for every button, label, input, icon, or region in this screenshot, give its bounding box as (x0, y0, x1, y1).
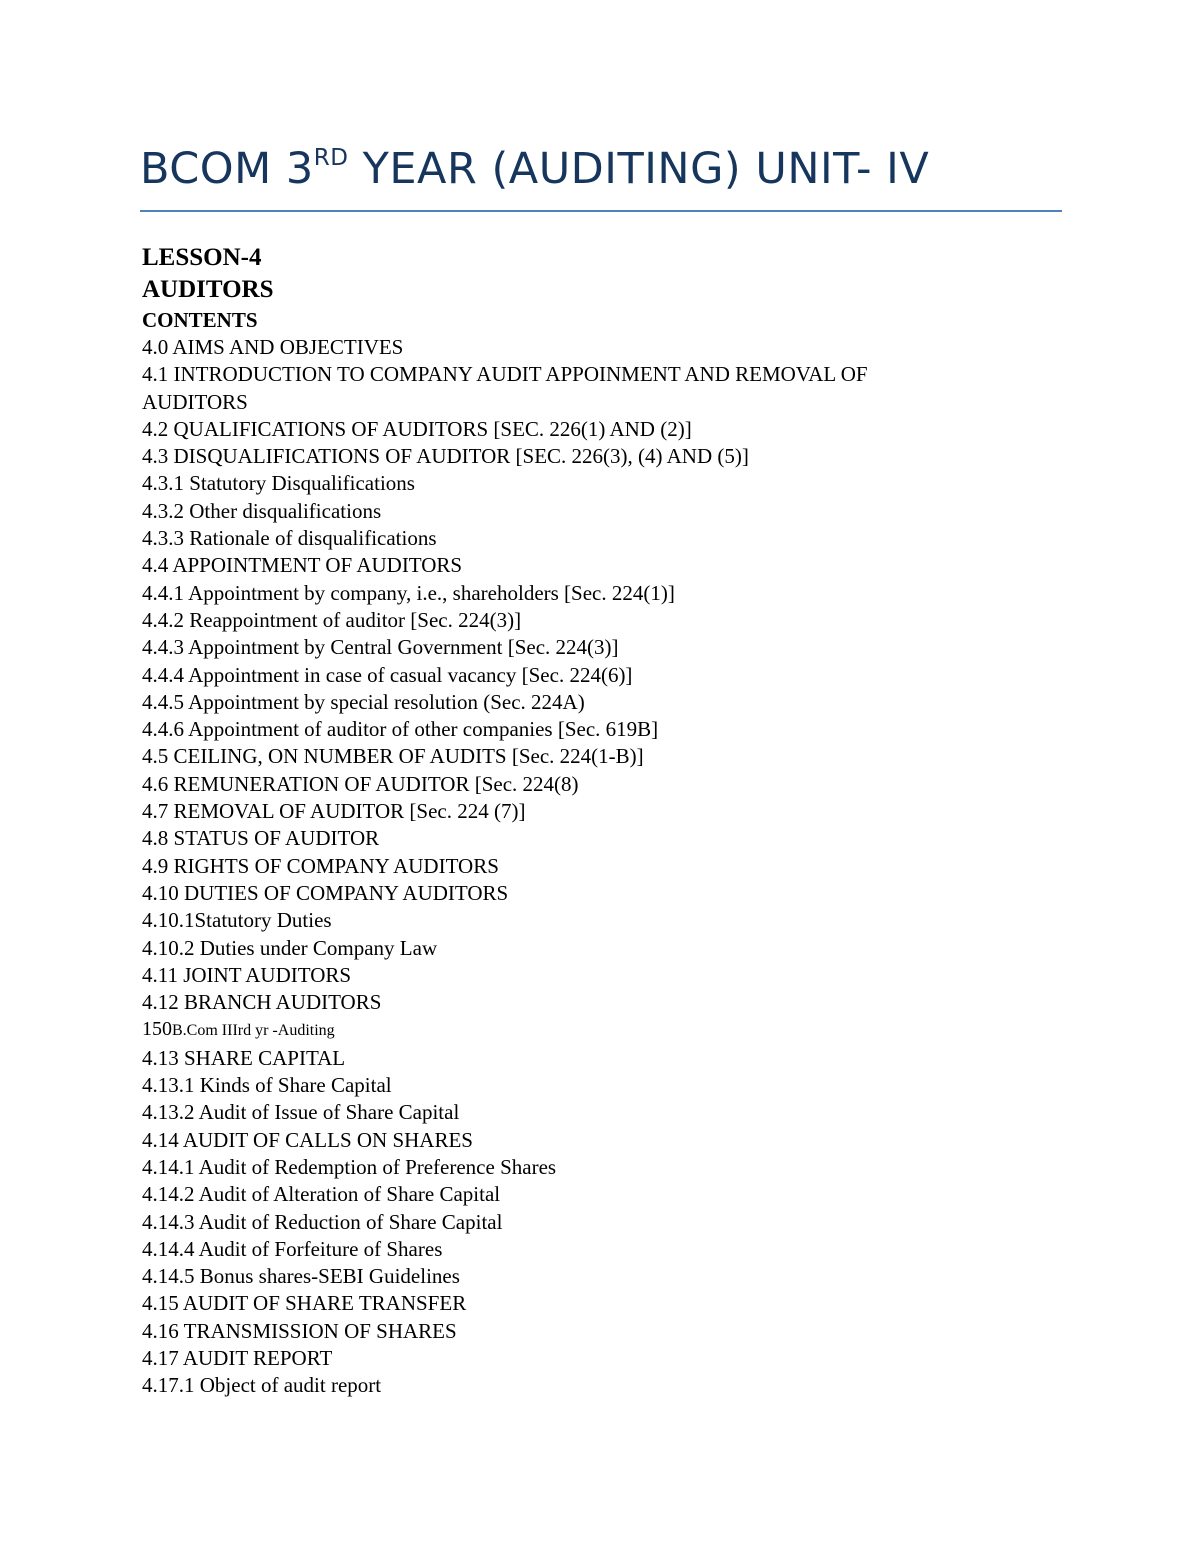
contents-label: CONTENTS (142, 308, 258, 332)
toc-item: 4.4.6 Appointment of auditor of other companies [Sec. 619B] (142, 717, 659, 742)
page-title (140, 144, 1062, 194)
toc-item: 4.17.1 Object of audit report (142, 1373, 382, 1398)
toc-item: 4.15 AUDIT OF SHARE TRANSFER (142, 1291, 467, 1316)
lesson-content (142, 242, 1042, 1400)
title-suffix: YEAR (AUDITING) UNIT- IV (348, 144, 930, 194)
toc-item: 4.14.3 Audit of Reduction of Share Capital (142, 1209, 503, 1234)
toc-item: 4.10 DUTIES OF COMPANY AUDITORS (142, 880, 509, 905)
lesson-heading: LESSON-4 (142, 244, 262, 271)
toc-item: 4.5 CEILING, ON NUMBER OF AUDITS [Sec. 224(1-B)] (142, 744, 644, 769)
table-of-contents (142, 334, 1042, 1400)
toc-item: 4.3.3 Rationale of disqualifications (142, 526, 437, 551)
toc-item: 4.6 REMUNERATION OF AUDITOR [Sec. 224(8) (142, 771, 579, 796)
page-footer (142, 1016, 1042, 1044)
title-superscript: RD (313, 145, 349, 171)
toc-item: 4.11 JOINT AUDITORS (142, 962, 352, 987)
toc-item: 4.14.5 Bonus shares-SEBI Guidelines (142, 1264, 460, 1289)
toc-item: 4.3 DISQUALIFICATIONS OF AUDITOR [SEC. 226(3), (4) AND (5)] (142, 444, 749, 469)
toc-item: 4.14.2 Audit of Alteration of Share Capital (142, 1182, 501, 1207)
toc-item: 4.4.4 Appointment in case of casual vacancy [Sec. 224(6)] (142, 662, 633, 687)
toc-item: 4.17 AUDIT REPORT (142, 1345, 333, 1370)
toc-item: 4.8 STATUS OF AUDITOR (142, 826, 380, 851)
toc-item: 4.14 AUDIT OF CALLS ON SHARES (142, 1127, 473, 1152)
title-underline (140, 210, 1062, 212)
toc-item: 4.3.1 Statutory Disqualifications (142, 471, 415, 496)
toc-item: 4.0 AIMS AND OBJECTIVES (142, 335, 404, 359)
toc-item: 4.14.1 Audit of Redemption of Preference Shares (142, 1154, 557, 1179)
section-heading: AUDITORS (142, 276, 274, 303)
toc-item: 4.9 RIGHTS OF COMPANY AUDITORS (142, 853, 499, 878)
page-number: 150 (142, 1018, 172, 1041)
toc-item: 4.4 APPOINTMENT OF AUDITORS (142, 553, 463, 578)
toc-item: 4.4.2 Reappointment of auditor [Sec. 224(3)] (142, 607, 522, 632)
title-block (140, 144, 1062, 194)
title-prefix: BCOM 3 (140, 144, 314, 194)
toc-item: 4.1 INTRODUCTION TO COMPANY AUDIT APPOINMENT AND REMOVAL OF AUDITORS (142, 362, 868, 414)
toc-item: 4.2 QUALIFICATIONS OF AUDITORS [SEC. 226(1) AND (2)] (142, 416, 692, 441)
toc-item: 4.16 TRANSMISSION OF SHARES (142, 1318, 457, 1343)
toc-item: 4.4.1 Appointment by company, i.e., shareholders [Sec. 224(1)] (142, 580, 675, 605)
toc-item: 4.13 SHARE CAPITAL (142, 1045, 346, 1070)
toc-item: 4.3.2 Other disqualifications (142, 498, 382, 523)
footer-text: B.Com IIIrd yr -Auditing (172, 1022, 335, 1040)
toc-item: 4.13.1 Kinds of Share Capital (142, 1073, 392, 1098)
toc-item: 4.13.2 Audit of Issue of Share Capital (142, 1100, 460, 1125)
toc-item: 4.4.5 Appointment by special resolution (Sec. 224A) (142, 689, 585, 714)
toc-item: 4.7 REMOVAL OF AUDITOR [Sec. 224 (7)] (142, 799, 526, 824)
toc-item: 4.12 BRANCH AUDITORS (142, 990, 382, 1015)
toc-item: 4.10.2 Duties under Company Law (142, 935, 438, 960)
toc-item: 4.10.1Statutory Duties (142, 908, 332, 933)
toc-item: 4.14.4 Audit of Forfeiture of Shares (142, 1236, 443, 1261)
toc-item: 4.4.3 Appointment by Central Government [Sec. 224(3)] (142, 635, 619, 660)
